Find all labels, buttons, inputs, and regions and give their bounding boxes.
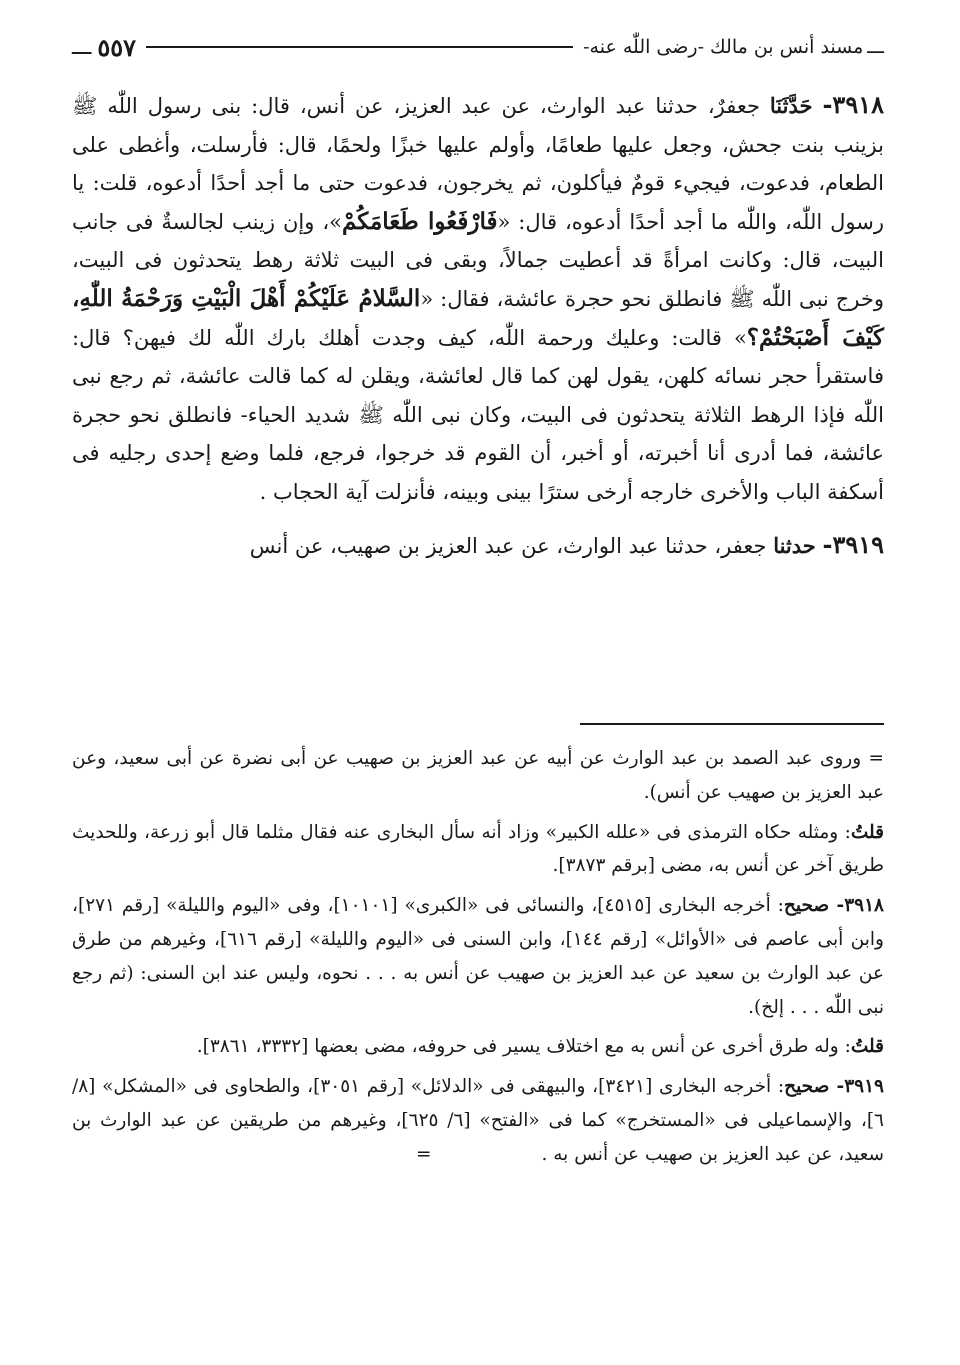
footnote-text: = وروى عبد الصمد بن عبد الوارث عن أبيه عن عبد العزيز بن صهيب عن أبى نضرة عن أبى سعيد، وعن عبد العزيز بن صهيب عن أنس). xyxy=(72,748,884,803)
page-header xyxy=(72,30,884,64)
page-number: ٥٥٧ xyxy=(97,32,137,62)
hadith-text: » قالت: وعليك ورحمة اللّٰه، كيف وجدت أهلك بارك اللّٰه لك فيهن؟ قال: فاستقرأ حجر نسائه كلهن، يقول لهن كما قال لعائشة، ويقلن له كما قالت عائشة، ثم رجع نبى اللّٰه فإذا الرهط الثلاثة يتحدثون فى البيت، وكان نبى اللّٰه ﷺ شديد الحياء- فانطلق نحو حجرة عائشة، فما أدرى أنا أخبرته، أو أخبر، أن القوم قد خرجوا، فرجع، فلما وضع إحدى رجليه فى أسكفة الباب والأخرى خارجه أرخى سترًا بينى وبينه، فأنزلت آية الحجاب . xyxy=(72,325,884,504)
footnote xyxy=(72,742,884,810)
hadith-text: جعفرٌ، حدثنا عبد الوارث، عن عبد العزيز، عن أنس، قال: بنى رسول اللّٰه ﷺ بزينب بنت جحش، وجعل عليها طعامًا، وأولم عليها خبزًا ولحمًا، قال: فأرسلت، وأغطى على الطعام، فدعوت، فيجيء قومٌ فيأكلون، ثم يخرجون، فدعوت حتى ما أجد أحدًا أدعوه، قلت: يا رسول اللّٰه، واللّٰه ما أجد أحدًا أدعوه، قال: « xyxy=(72,94,884,234)
hadith-number: ٣٩١٩- xyxy=(822,529,884,559)
hadith-text: جعفر، حدثنا عبد الوارث، عن عبد العزيز بن صهيب، عن أنس xyxy=(249,533,774,558)
footnote xyxy=(72,816,884,884)
narration-word: حدثنا xyxy=(773,532,816,558)
hadith-3919 xyxy=(72,526,884,566)
footnote-text: : وله طرق أخرى عن أنس به مع اختلاف يسير فى حروفه، مضى بعضها [٣٣٣٢، ٣٨٦١]. xyxy=(196,1036,851,1058)
prophetic-quote: فَارْفَعُوا طَعَامَكُمْ xyxy=(341,207,498,235)
prophetic-quote: السَّلامُ عَلَيْكُمْ أَهْلَ الْبَيْتِ وَرَحْمَةُ اللّٰهِ، كَيْفَ أَصْبَحْتُمْ؟ xyxy=(72,284,885,351)
hadith-number: ٣٩١٨- xyxy=(822,90,884,119)
footnote-separator xyxy=(580,723,884,725)
header-dash-right: ـــ xyxy=(867,36,884,58)
footnote xyxy=(72,1070,884,1171)
continuation-mark: = xyxy=(415,1143,432,1165)
main-text xyxy=(72,86,884,565)
footnote-label: قلتُ xyxy=(850,821,884,843)
footnote-label: ٣٩١٩- صحيح xyxy=(784,1076,884,1098)
footnote-label: قلتُ xyxy=(850,1036,884,1058)
footnote-text: : أخرجه البخارى [٤٥١٥]، والنسائى فى «الكبرى» [١٠١٠١]، وفى «اليوم والليلة» [رقم ٢٧١]، وابن أبى عاصم فى «الأوائل» [رقم ١٤٤]، وابن السنى فى «اليوم والليلة» [رقم ٦١٦]، وغيرهم من طرق عن عبد الوارث بن سعيد عن عبد العزيز بن صهيب عن أنس به . . . نحوه، وليس عند ابن السنى: (ثم رجع نبى اللّٰه . . . إلخ). xyxy=(72,895,884,1018)
narration-word: حَدَّثَنَا xyxy=(769,93,813,118)
footnote xyxy=(72,889,884,1024)
running-title: مسند أنس بن مالك -رضى اللّٰه عنه- xyxy=(583,36,864,58)
footnote xyxy=(72,1030,884,1064)
hadith-text: »، وإن زينب لجالسةٌ فى جانب البيت، قال: وكانت امرأةً قد أعطيت جمالاً، وبقى فى البيت ثلاثة رهط يتحدثون فى البيت، وخرج نبى اللّٰه ﷺ فانطلق نحو حجرة عائشة، فقال: « xyxy=(72,209,884,311)
footnote-text: : ومثله حكاه الترمذى فى «علله الكبير» وزاد أنه سأل البخارى عنه فقال مثلما قال أبو زرعة، وللحديث طريق آخر عن أنس به، مضى [برقم ٣٨٧٣]. xyxy=(72,821,884,877)
hadith-3918 xyxy=(72,86,884,512)
footnote-label: ٣٩١٨- صحيح xyxy=(783,895,884,917)
footnotes xyxy=(72,742,884,1178)
footnote-text: : أخرجه البخارى [٣٤٢١]، والبيهقى فى «الدلائل» [رقم ٣٠٥١]، والطحاوى فى «المشكل» [٨/ ٦]، والإسماعيلى فى «المستخرج» كما فى «الفتح» [٦/ ٦٢٥]، وغيرهم من طريقين عن عبد الوارث بن سعيد، عن عبد العزيز بن صهيب عن أنس به . xyxy=(72,1076,884,1165)
header-rule xyxy=(146,46,573,48)
header-dash-left: ـــ xyxy=(72,34,92,60)
